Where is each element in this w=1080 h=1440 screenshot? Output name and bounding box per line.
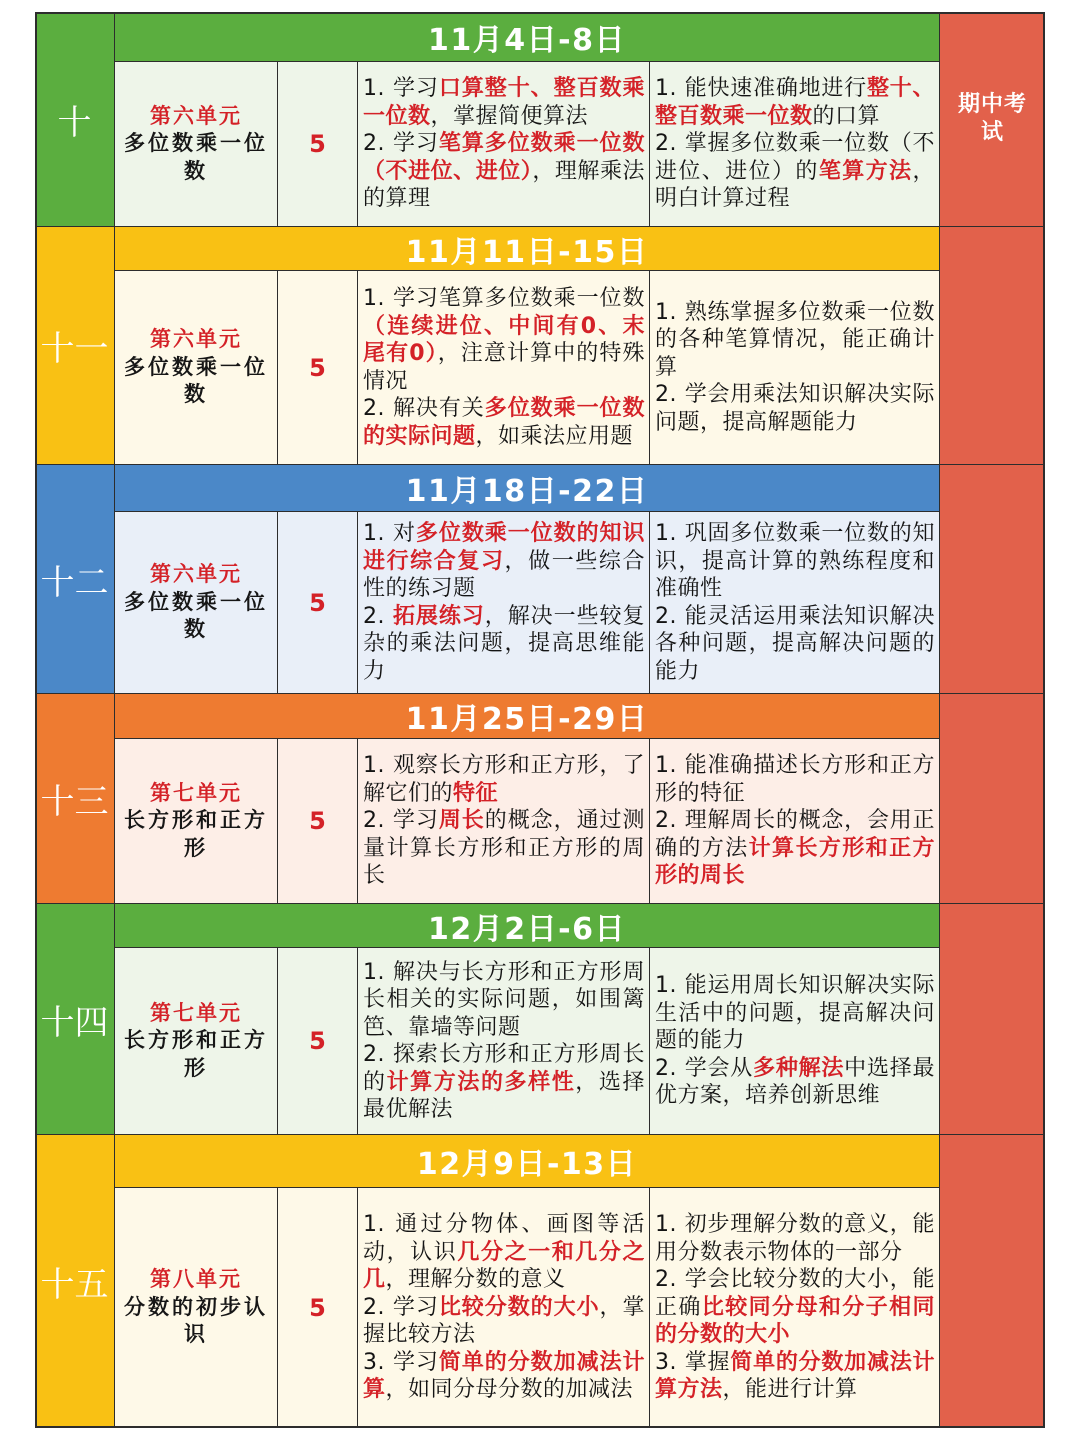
unit-number: 第七单元 <box>150 1000 242 1025</box>
date-range: 12月2日-6日 <box>428 911 626 947</box>
content-text: ，选择最优解法 <box>363 1069 645 1122</box>
goal-text: 2. 掌握多位数乘一位数（不进位、进位）的 <box>655 131 935 184</box>
unit-number: 第七单元 <box>150 780 242 805</box>
goal-item <box>655 1055 935 1110</box>
goal-text: 2. 能灵活运用乘法知识解决各种问题，提高解决问题的能力 <box>655 603 935 684</box>
unit-name: 多位数乘一位数 <box>124 354 268 407</box>
unit-cell <box>115 1188 278 1428</box>
class-hours: 5 <box>309 807 326 835</box>
goal-item <box>655 381 935 436</box>
week-row <box>35 694 1045 904</box>
unit-cell <box>115 62 278 227</box>
content-item <box>363 1294 645 1349</box>
remark-cell <box>940 227 1045 465</box>
goal-item <box>655 807 935 890</box>
unit-cell <box>115 739 278 904</box>
content-item <box>363 285 645 395</box>
content-text: 2. 学习 <box>363 1294 439 1320</box>
goal-text: 2. 学会从 <box>655 1055 754 1081</box>
goal-highlight: 比较同分母和分子相同的分数的大小 <box>655 1294 935 1348</box>
class-hours: 5 <box>309 353 326 382</box>
goal-highlight: 多种解法 <box>753 1055 845 1081</box>
goals-cell <box>650 1188 940 1428</box>
week-number: 十五 <box>40 1264 109 1305</box>
content-text: 1. 通过分物体、画图等活动，认识 <box>363 1212 645 1265</box>
content-cell <box>358 739 650 904</box>
unit-number: 第八单元 <box>150 1267 242 1292</box>
class-hours: 5 <box>309 588 326 617</box>
content-cell <box>358 62 650 227</box>
date-band <box>115 12 940 62</box>
content-cell <box>358 512 650 694</box>
content-text: ，理解分数的意义 <box>385 1267 566 1293</box>
content-highlight: 拓展练习 <box>392 603 485 629</box>
date-band <box>115 694 940 739</box>
goal-item <box>655 1211 935 1266</box>
week-row <box>35 465 1045 694</box>
goal-item <box>655 1349 935 1404</box>
date-range: 11月18日-22日 <box>405 474 649 509</box>
goal-text: 中选择最优方案，培养创新思维 <box>655 1055 935 1109</box>
goal-item <box>655 752 935 807</box>
content-text: ，如乘法应用题 <box>475 423 634 449</box>
content-item <box>363 1041 645 1124</box>
week-number: 十三 <box>40 782 109 822</box>
goal-highlight: 笔算方法 <box>818 158 913 184</box>
goal-item <box>655 75 935 130</box>
class-hours: 5 <box>309 1027 326 1055</box>
date-band <box>115 1135 940 1188</box>
hours-cell <box>278 1188 358 1428</box>
content-text: 1. 学习笔算多位数乘一位数 <box>363 286 645 311</box>
content-highlight: 简单的分数加减法计算 <box>363 1349 645 1403</box>
week-number: 十一 <box>40 329 109 369</box>
content-text: ，掌握比较方法 <box>363 1294 645 1348</box>
content-text: 1. 学习 <box>363 76 439 102</box>
content-item <box>363 520 645 603</box>
goal-text: 1. 初步理解分数的意义，能用分数表示物体的一部分 <box>655 1212 935 1265</box>
goals-cell <box>650 271 940 465</box>
week-row <box>35 227 1045 465</box>
content-highlight: 多位数乘一位数的实际问题 <box>363 396 645 449</box>
content-text: ，注意计算中的特殊情况 <box>363 341 645 394</box>
hours-cell <box>278 512 358 694</box>
remark-text: 期中考试 <box>957 92 1027 145</box>
content-text: ，做一些综合性的练习题 <box>363 548 645 601</box>
schedule-table <box>35 12 1045 1428</box>
goal-item <box>655 972 935 1055</box>
goal-text: 3. 掌握 <box>655 1349 731 1375</box>
content-text: 1. 观察长方形和正方形，了解它们的 <box>363 753 645 806</box>
goal-highlight: 计算长方形和正方形的周长 <box>655 835 935 889</box>
goal-item <box>655 1266 935 1349</box>
content-text: 1. 对 <box>363 521 416 546</box>
content-highlight: 几分之一和几分之几 <box>363 1239 645 1293</box>
unit-cell <box>115 271 278 465</box>
content-item <box>363 752 645 807</box>
unit-name: 多位数乘一位数 <box>124 589 268 642</box>
content-item <box>363 130 645 213</box>
goal-text: 2. 理解周长的概念，会用正确的方法 <box>655 808 935 861</box>
content-item <box>363 395 645 450</box>
unit-name: 长方形和正方形 <box>124 1028 268 1080</box>
class-hours: 5 <box>309 130 326 158</box>
goal-text: 1. 能快速准确地进行 <box>655 76 867 102</box>
content-item <box>363 807 645 890</box>
unit-name: 分数的初步认识 <box>124 1294 268 1347</box>
unit-name: 长方形和正方形 <box>124 808 268 860</box>
content-highlight: 周长 <box>438 808 485 834</box>
content-text: 2. 学习 <box>363 808 439 834</box>
content-highlight: （连续进位、中间有0、末尾有0） <box>363 313 645 366</box>
content-cell <box>358 271 650 465</box>
week-number: 十四 <box>40 1002 109 1043</box>
content-highlight: 笔算多位数乘一位数（不进位、进位） <box>363 131 645 184</box>
goal-item <box>655 603 935 686</box>
unit-cell <box>115 948 278 1135</box>
remark-cell <box>940 694 1045 904</box>
goal-text: 的口算 <box>812 103 881 129</box>
date-range: 11月25日-29日 <box>405 702 649 737</box>
goal-item <box>655 520 935 603</box>
date-range: 12月9日-13日 <box>416 1147 638 1182</box>
goals-cell <box>650 62 940 227</box>
week-number: 十 <box>57 102 92 143</box>
goal-text: 2. 学会用乘法知识解决实际问题，提高解题能力 <box>655 382 935 435</box>
date-band <box>115 904 940 948</box>
goal-text: 1. 能运用周长知识解决实际生活中的问题，提高解决问题的能力 <box>655 973 935 1054</box>
unit-cell <box>115 512 278 694</box>
unit-name: 多位数乘一位数 <box>124 131 268 183</box>
content-text: ，如同分母分数的加减法 <box>385 1377 634 1403</box>
content-text: 的概念，通过测量计算长方形和正方形的周长 <box>363 808 645 889</box>
week-number-cell <box>35 227 115 465</box>
content-highlight: 多位数乘一位数的知识进行综合复习 <box>363 521 645 574</box>
content-text: ，理解乘法的算理 <box>363 158 645 212</box>
content-item <box>363 1211 645 1294</box>
remark-cell <box>940 465 1045 694</box>
goal-text: 1. 熟练掌握多位数乘一位数的各种笔算情况，能正确计算 <box>655 299 935 380</box>
unit-number: 第六单元 <box>150 562 242 587</box>
content-item <box>363 1349 645 1404</box>
week-number-cell <box>35 465 115 694</box>
week-row <box>35 904 1045 1135</box>
week-number-cell <box>35 904 115 1135</box>
hours-cell <box>278 62 358 227</box>
content-text: 1. 解决与长方形和正方形周长相关的实际问题，如围篱笆、靠墙等问题 <box>363 959 645 1040</box>
hours-cell <box>278 271 358 465</box>
week-row <box>35 12 1045 227</box>
week-row <box>35 1135 1045 1428</box>
content-item <box>363 603 645 686</box>
remark-cell <box>940 1135 1045 1428</box>
goal-highlight: 整十、整百数乘一位数 <box>655 76 935 129</box>
content-item <box>363 959 645 1042</box>
week-number-cell <box>35 694 115 904</box>
hours-cell <box>278 948 358 1135</box>
week-number-cell <box>35 1135 115 1428</box>
remark-cell <box>940 12 1045 227</box>
goal-text: ，明白计算过程 <box>655 158 935 212</box>
date-range: 11月4日-8日 <box>428 22 626 58</box>
goal-item <box>655 299 935 382</box>
content-highlight: 比较分数的大小 <box>438 1294 600 1320</box>
remark-cell <box>940 904 1045 1135</box>
content-text: 2. 解决有关 <box>363 396 485 421</box>
goals-cell <box>650 512 940 694</box>
content-text: 2. 探索长方形和正方形周长的 <box>363 1042 645 1095</box>
week-number: 十二 <box>40 562 109 603</box>
content-highlight: 计算方法的多样性 <box>386 1069 576 1095</box>
content-highlight: 口算整十、整百数乘一位数 <box>363 76 645 129</box>
date-band <box>115 227 940 271</box>
week-number-cell <box>35 12 115 227</box>
class-hours: 5 <box>309 1293 326 1322</box>
content-text: ，掌握简便算法 <box>430 103 589 129</box>
content-text: 3. 学习 <box>363 1349 439 1375</box>
goal-text: 1. 能准确描述长方形和正方形的特征 <box>655 753 935 806</box>
unit-number: 第六单元 <box>150 327 242 352</box>
content-cell <box>358 948 650 1135</box>
hours-cell <box>278 739 358 904</box>
goals-cell <box>650 739 940 904</box>
content-item <box>363 75 645 130</box>
content-text: 2. 学习 <box>363 131 439 157</box>
content-text: ，解决一些较复杂的乘法问题，提高思维能力 <box>363 603 645 684</box>
goal-highlight: 简单的分数加减法计算方法 <box>655 1349 935 1403</box>
goal-text: ，能进行计算 <box>722 1377 858 1403</box>
goal-text: 2. 学会比较分数的大小，能正确 <box>655 1267 935 1320</box>
date-range: 11月11日-15日 <box>405 234 649 270</box>
content-highlight: 特征 <box>453 780 499 806</box>
content-cell <box>358 1188 650 1428</box>
goal-text: 1. 巩固多位数乘一位数的知识，提高计算的熟练程度和准确性 <box>655 521 935 601</box>
content-text: 2. <box>363 603 393 629</box>
date-band <box>115 465 940 512</box>
unit-number: 第六单元 <box>150 103 242 128</box>
goal-item <box>655 130 935 213</box>
goals-cell <box>650 948 940 1135</box>
